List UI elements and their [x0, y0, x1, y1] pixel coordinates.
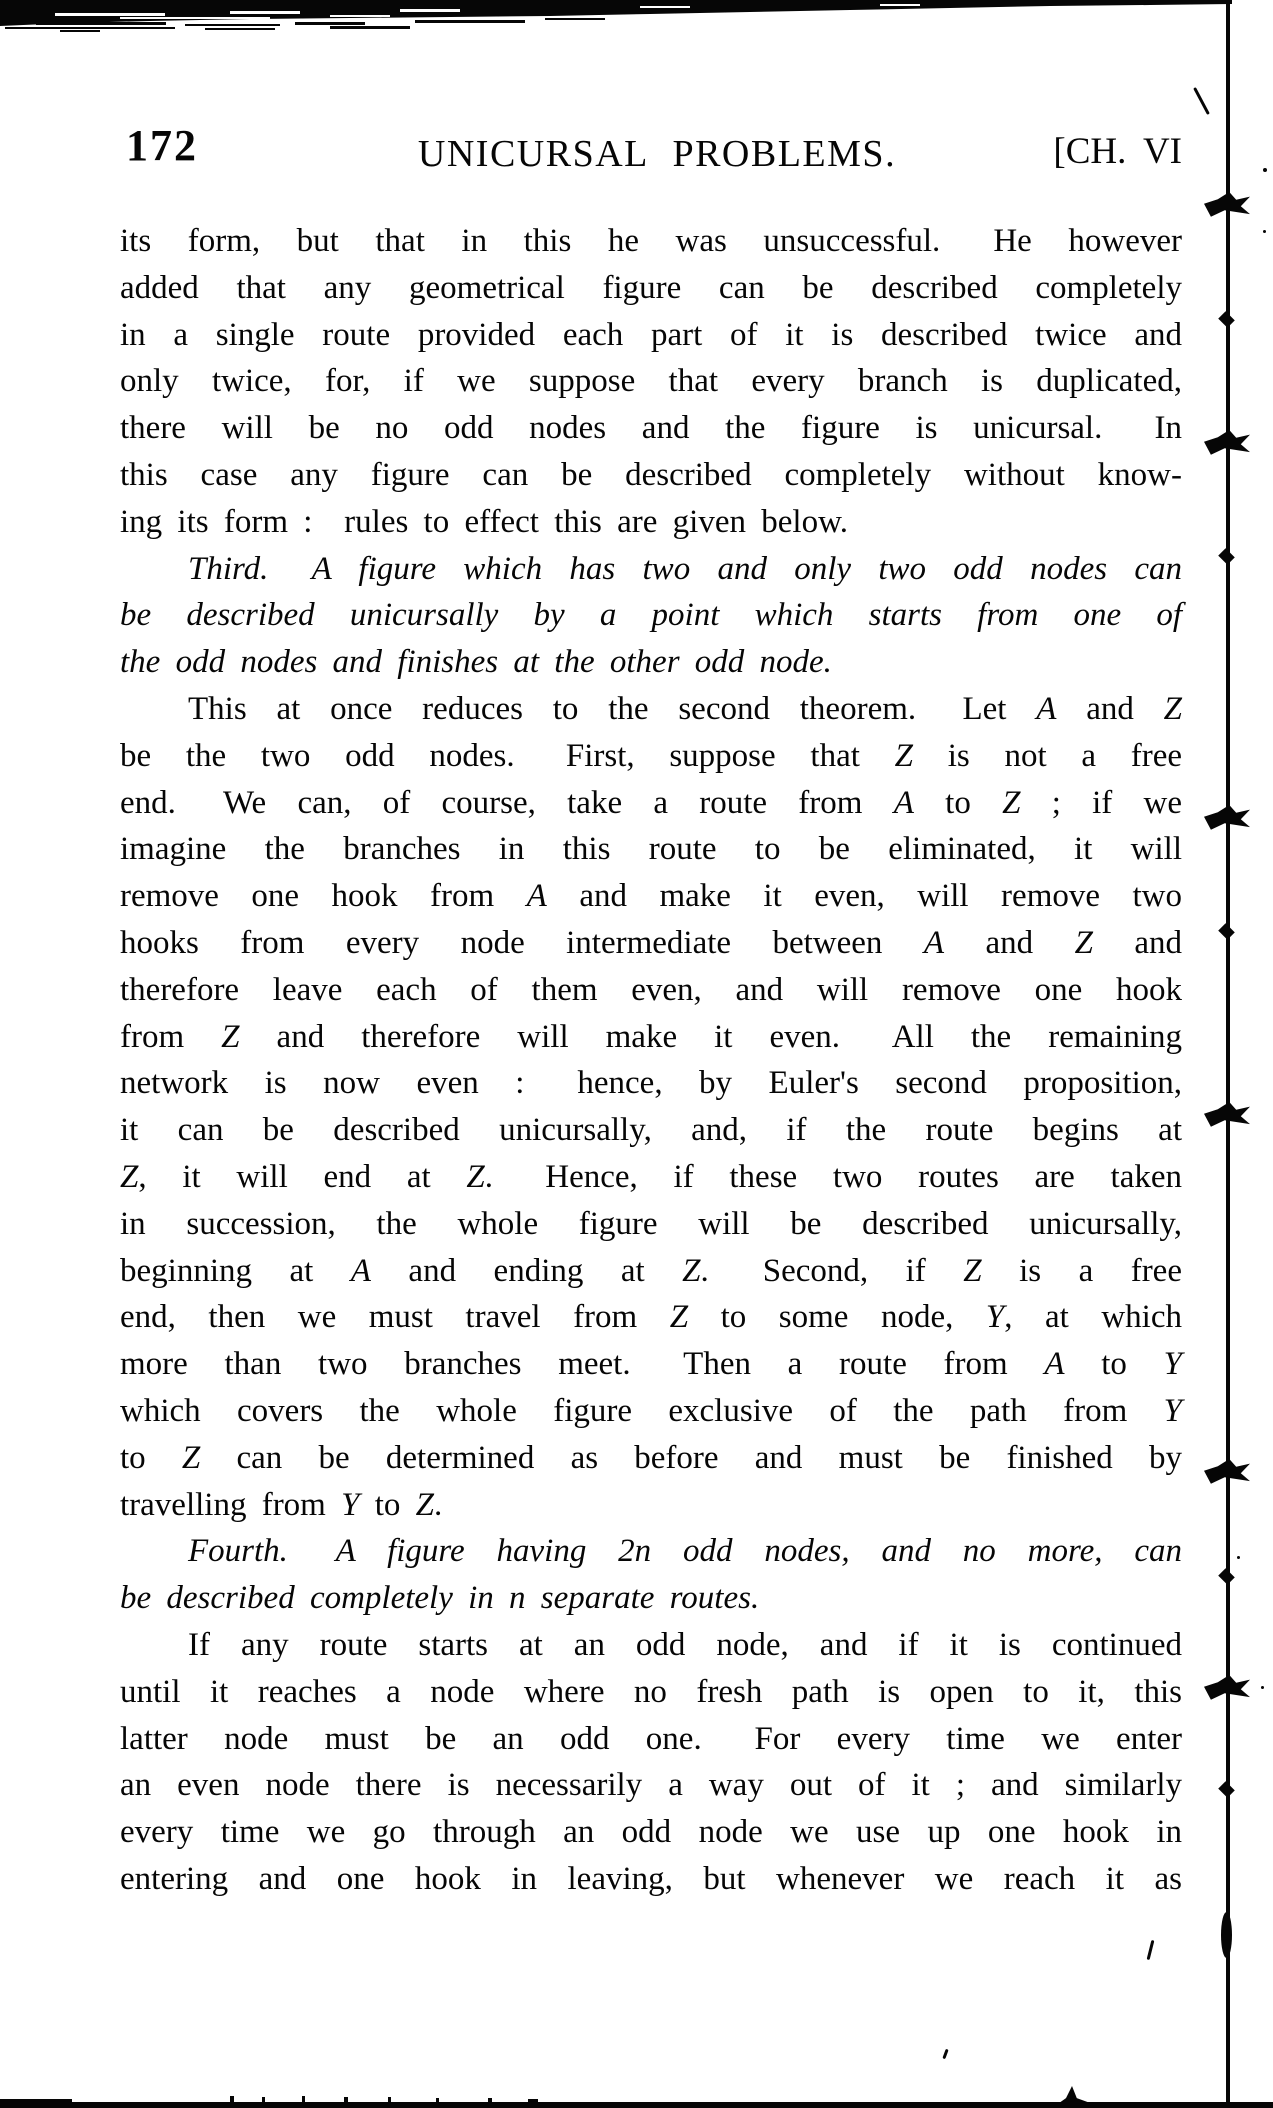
roman-text: travelling from [120, 1486, 342, 1523]
roman-text: to [120, 1439, 182, 1476]
ink-dot [1263, 168, 1267, 172]
italic-text: be described unicursally by a point which starts from one of [120, 597, 1182, 634]
text-line [120, 1154, 1182, 1201]
scan-dash [5, 27, 175, 29]
roman-text: every time we go through an odd node we use up one hook in [120, 1814, 1182, 1851]
italic-text: Z [181, 1439, 201, 1476]
roman-text: If any route starts at an odd node, and if it is continued [188, 1626, 1182, 1663]
roman-text: latter node must be an odd one. For every time we enter [120, 1720, 1182, 1757]
roman-text: which covers the whole figure exclusive of the path from [120, 1392, 1164, 1429]
roman-text: . Hence, if these two routes are taken [484, 1158, 1182, 1195]
roman-text: ing its form : rules to effect this are given below. [120, 503, 849, 540]
roman-text: network is now even : hence, by Euler's second proposition, [120, 1065, 1182, 1102]
roman-text: is not a free [912, 737, 1182, 774]
italic-text: A [1036, 690, 1057, 727]
scan-dash [295, 22, 365, 25]
roman-text: there will be no odd nodes and the figure is unicursal. In [120, 410, 1182, 447]
italic-text: Z [120, 1158, 139, 1195]
italic-text: Y [1163, 1392, 1182, 1429]
scan-ink-band-bottom [0, 2102, 1273, 2108]
roman-text: added that any geometrical figure can be described completely [120, 269, 1182, 306]
ink-blot [1218, 548, 1235, 565]
text-line [120, 920, 1182, 967]
text-line [120, 452, 1182, 499]
roman-text: and therefore will make it even. All the remaining [239, 1018, 1182, 1055]
text-line [120, 1248, 1182, 1295]
roman-text: and ending at [370, 1252, 683, 1289]
roman-text: end, then we must travel from [120, 1299, 670, 1336]
text-line [120, 826, 1182, 873]
scan-dash-hole [120, 17, 270, 19]
chapter-mark: [CH. VI [1053, 131, 1182, 172]
ink-blot [1218, 311, 1235, 328]
scan-dash-hole [55, 13, 165, 16]
text-line [120, 546, 1182, 593]
roman-text: to [913, 784, 1003, 821]
roman-text: it can be described unicursally, and, if the route begins at [120, 1112, 1182, 1149]
roman-text: , at which [1004, 1299, 1182, 1336]
roman-text: remove one hook from [120, 878, 527, 915]
page-number: 172 [126, 121, 198, 170]
text-line [120, 1762, 1182, 1809]
text-line [120, 265, 1182, 312]
text-line [120, 733, 1182, 780]
ink-blot [1218, 923, 1235, 940]
text-line [120, 780, 1182, 827]
roman-text: can be determined as before and must be finished by [200, 1439, 1182, 1476]
scan-dash [545, 18, 605, 20]
italic-text: Z [669, 1299, 689, 1336]
scan-dash-hole [230, 11, 300, 14]
italic-text: Y [985, 1299, 1005, 1336]
italic-text: Third. A figure which has two and only two odd nodes can [188, 550, 1182, 587]
text-line [120, 1528, 1182, 1575]
text-line [120, 1622, 1182, 1669]
text-column [120, 218, 1182, 1903]
scan-dash [185, 24, 280, 26]
roman-text: end. We can, of course, take a route from [120, 784, 894, 821]
scan-dash [205, 28, 275, 30]
italic-text: Y [1163, 1346, 1182, 1383]
scan-dash [330, 26, 410, 29]
text-line [120, 873, 1182, 920]
roman-text: more than two branches meet. Then a route from [120, 1346, 1045, 1383]
text-line [120, 312, 1182, 359]
roman-text: imagine the branches in this route to be eliminated, it will [120, 831, 1182, 868]
text-line [120, 1482, 1182, 1529]
italic-text: the odd nodes and finishes at the other odd node. [120, 644, 832, 681]
ink-blot [1218, 1781, 1235, 1798]
roman-text: beginning at [120, 1252, 351, 1289]
roman-text: this case any figure can be described completely without know- [120, 456, 1182, 493]
roman-text: and [944, 924, 1075, 961]
roman-text: . [434, 1486, 443, 1523]
text-line [120, 499, 1182, 546]
italic-text: A [923, 924, 945, 961]
scan-dash-hole [330, 15, 390, 17]
italic-text: A [893, 784, 914, 821]
italic-text: Z [894, 737, 913, 774]
roman-text: and [1092, 924, 1182, 961]
italic-text: be described completely in n separate routes. [120, 1580, 760, 1617]
ink-blot [1218, 1568, 1235, 1585]
italic-text: A [526, 878, 547, 915]
text-line [120, 358, 1182, 405]
italic-text: Y [341, 1486, 360, 1523]
text-line [120, 1201, 1182, 1248]
text-line [120, 1856, 1182, 1903]
roman-text: in succession, the whole figure will be described unicursally, [120, 1205, 1182, 1242]
apostrophe-mark [1147, 1940, 1155, 1960]
scan-dash-hole [880, 4, 920, 6]
roman-text: ; if we [1020, 784, 1183, 821]
scan-dash [415, 20, 525, 23]
text-line [120, 1060, 1182, 1107]
text-line [120, 1669, 1182, 1716]
scan-dash [36, 22, 166, 25]
italic-text: Z [415, 1486, 434, 1523]
speck-mark [942, 2049, 948, 2059]
roman-text: hooks from every node intermediate between [120, 924, 924, 961]
roman-text: This at once reduces to the second theorem. Let [188, 690, 1037, 727]
text-line [120, 1341, 1182, 1388]
roman-text: from [120, 1018, 222, 1055]
italic-text: A [350, 1252, 371, 1289]
roman-text: to [359, 1486, 416, 1523]
scan-dash-hole [400, 9, 460, 12]
italic-text: Z [963, 1252, 982, 1289]
roman-text: in a single route provided each part of it is described twice and [120, 316, 1182, 353]
ink-dot [1237, 1556, 1240, 1559]
text-line [120, 967, 1182, 1014]
running-title: UNICURSAL PROBLEMS. [417, 133, 897, 175]
roman-text: , it will end at [138, 1158, 467, 1195]
text-line [120, 639, 1182, 686]
roman-text: be the two odd nodes. First, suppose that [120, 737, 895, 774]
italic-text: Fourth. A figure having 2n odd nodes, and no more, can [188, 1533, 1182, 1570]
text-line [120, 1107, 1182, 1154]
roman-text: is a free [981, 1252, 1182, 1289]
text-line [120, 592, 1182, 639]
text-line [120, 686, 1182, 733]
text-line [120, 1014, 1182, 1061]
ink-dot [1261, 1686, 1264, 1689]
roman-text: its form, but that in this he was unsuccessful. He however [120, 223, 1182, 259]
roman-text: and make it even, will remove two [546, 878, 1182, 915]
text-line [120, 1388, 1182, 1435]
text-line [120, 1575, 1182, 1622]
roman-text: only twice, for, if we suppose that every branch is duplicated, [120, 363, 1182, 400]
roman-text: to [1064, 1346, 1164, 1383]
roman-text: an even node there is necessarily a way out of it ; and similarly [120, 1767, 1182, 1804]
roman-text: and [1056, 690, 1164, 727]
italic-text: A [1044, 1346, 1065, 1383]
text-line [120, 1294, 1182, 1341]
text-line [120, 1809, 1182, 1856]
page-header [0, 0, 1273, 200]
scan-dash-hole [640, 6, 690, 8]
scan-dash [60, 30, 100, 32]
italic-text: Z [466, 1158, 485, 1195]
italic-text: Z [682, 1252, 701, 1289]
roman-text: to some node, [688, 1299, 986, 1336]
roman-text: . Second, if [700, 1252, 964, 1289]
roman-text: therefore leave each of them even, and will remove one hook [120, 971, 1182, 1008]
ink-blot-bulge [1221, 1912, 1232, 1958]
text-line [120, 1435, 1182, 1482]
roman-text: entering and one hook in leaving, but whenever we reach it as [120, 1860, 1182, 1897]
italic-text: Z [1074, 924, 1093, 961]
ink-dot [1263, 230, 1266, 233]
italic-text: Z [1002, 784, 1021, 821]
text-line [120, 218, 1182, 265]
text-line [120, 1716, 1182, 1763]
text-line [120, 405, 1182, 452]
italic-text: Z [221, 1018, 240, 1055]
roman-text: until it reaches a node where no fresh path is open to it, this [120, 1673, 1182, 1710]
italic-text: Z [1163, 690, 1182, 727]
